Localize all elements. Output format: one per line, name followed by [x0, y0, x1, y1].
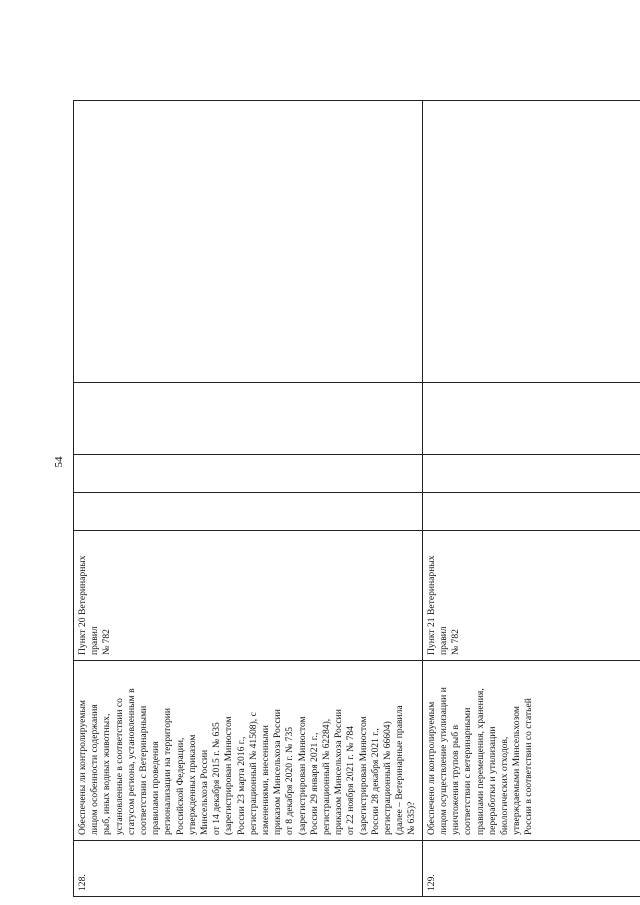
question-cell — [74, 661, 423, 841]
row-number-text: 128. — [77, 874, 88, 891]
row-number — [422, 841, 640, 897]
row-number-text: 129. — [425, 874, 437, 891]
answer-na-cell — [422, 383, 640, 455]
answer-no-cell — [422, 455, 640, 493]
checklist-table-container — [73, 101, 535, 897]
note-cell — [422, 101, 640, 383]
row-number — [74, 841, 423, 897]
checklist-table — [73, 100, 640, 897]
table-row — [74, 101, 423, 897]
page-number: 54 — [53, 456, 65, 468]
reference-cell — [422, 531, 640, 661]
reference-cell — [74, 531, 423, 661]
answer-yes-cell — [74, 493, 423, 531]
question-text: Обеспечены ли контролируемым лицом особенности содержания рыб, иных водных животных, установленные в соответствии со статусом региона, установленным в соответствии с Ветеринарными правилами проведения регионализации на территории Российской Федерации, утвержденных приказом Минсельхоза России от 14 декабря 2015 г. № 635 (зарегистрирован Минюстом России 23 марта 2016 г., регистрационный № 41508), с изменениями, внесенными приказом Минсельхоза России от 8 декабря 2020 г. № 735 (зарегистрирован Минюстом России 29 января 2021 г., регистрационный № 62284), приказом Минсельхоза России от 22 ноября 2021 г. № 784 (зарегистрирован Минюстом России 28 декабря 2021 г., регистрационный № 66604) (далее – Ветеринарные правила № 635)? — [77, 688, 418, 835]
question-cell — [422, 661, 640, 841]
reference-text: Пункт 20 Ветеринарных правил № 782 — [77, 555, 113, 655]
answer-no-cell — [74, 455, 423, 493]
table-row — [422, 101, 640, 897]
answer-yes-cell — [422, 493, 640, 531]
reference-text: Пункт 21 Ветеринарных правил № 782 — [425, 555, 462, 655]
note-cell — [74, 101, 423, 383]
question-text: Обеспечено ли контролируемым лицом осуществление утилизации и уничтожения трупов рыб в соответствии с ветеринарными правилами перемещения, хранения, переработки и утилизации биологических отходов, утверждаемыми Минсельхозом России в соответствии со статьей — [425, 687, 535, 835]
answer-na-cell — [74, 383, 423, 455]
